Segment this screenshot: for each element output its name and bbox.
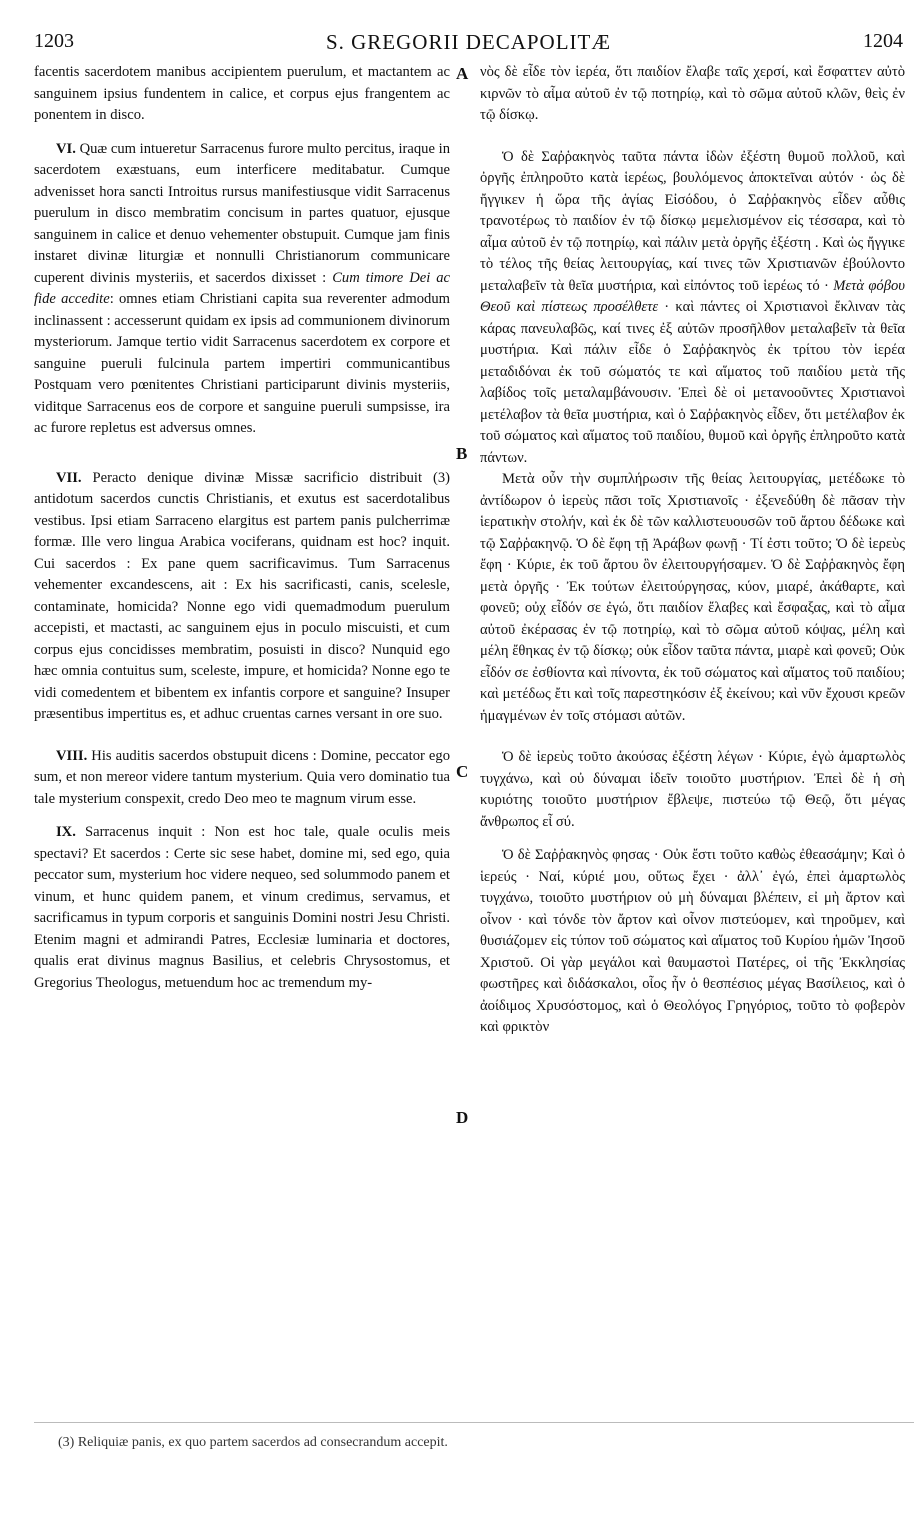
section-text-continued: : omnes etiam Christiani capita sua reverenter admodum inclinassent : accesserunt quidam ex ipsis ad communionem divinorum mysteriorum. Jamque tertio vidit Sarracenus sacerdotem ex corpore et sanguine pueruli fulcinula partem impertiri communicantibus Postquam vero pœnitentes Christiani participarunt divinis mysteriis, viditque Sarracenus eos de corpore et sanguine pueruli sumpsisse, ira ac furore repletus est adversus omnes.	[34, 291, 450, 436]
paragraph-text: Ὁ δὲ Σαῤῥακηνὸς ταῦτα πάντα ἰδὼν ἐξέστη θυμοῦ πολλοῦ, καὶ ὀργῆς ἐπληροῦτο κατὰ ἱερέως, βουλόμενος ἀποκτεῖναι αὐτόν · ὡς δὲ ἤγγικεν ἡ ὥρα τῆς ἁγίας Εἰσόδου, ὁ Σαῤῥακηνὸς εἶδεν αὖθις τρανοτέρως τὸ παιδίον ἐν τῷ δίσκῳ μεμελισμένον εἰς τέσσαρα, καὶ τὸ αἷμα αὐτοῦ ἐν τῷ ποτηρίῳ, καὶ πάλιν μετὰ ὀργῆς ἐξέστη . Καὶ ὡς ἤγγικε τὸ τέλος τῆς θείας λειτουργίας, καί τινες τῶν Χριστιανῶν ἐβούλοντο μεταλαβεῖν τὰ θεῖα μυστήρια, καὶ εἰπόντος τοῦ ἱερέως τό ·	[480, 148, 905, 294]
right-page-number: 1204	[863, 30, 903, 52]
page-header	[34, 30, 903, 60]
section-text: His auditis sacerdos obstupuit dicens : Domine, peccator ego sum, et non mereor videre tantum mysterium. Quia vero dominatio tua tale mysterium conspexit, credo Deo meo te magnum virum esse.	[34, 747, 450, 807]
section-number: VIII.	[56, 747, 88, 764]
latin-section-6	[34, 139, 450, 440]
greek-paragraph-5: Ὁ δὲ Σαῤῥακηνὸς φησας · Οὐκ ἔστι τοῦτο καθὼς ἐθεασάμην; Καὶ ὁ ἱερεύς · Ναί, κύριέ μου, οὕτως ἔχει · ἀλλ᾽ ἐγώ, ἐπεὶ ἁμαρτωλὸς τυγχάνω, τοιοῦτο μυστήριον οὐ μὴ δύναμαι βλέπειν, εἰ μὴ ἄρτον καὶ οἶνον · καὶ τόνδε τὸν ἄρτον καὶ οἶνον πιστεύομεν, καὶ τηροῦμεν, καὶ θυσιάζομεν εἰς τύπον τοῦ σώματος καὶ αἵματος τοῦ Κυρίου ἡμῶν Ἰησοῦ Χριστοῦ. Οἱ γὰρ μεγάλοι καὶ θαυμαστοὶ Πατέρες, οἱ τῆς Ἐκκλησίας φωστῆρες καὶ διδάσκαλοι, οἷος ἦν ὁ θεσπέσιος μέγας Βασίλειος, καὶ ὁ ἀοίδιμος Χρυσόστομος, καὶ ὁ Θεολόγος Γρηγόριος, τοῦτο τὸ φοβερὸν καὶ φρικτὸν	[480, 847, 905, 1035]
column-marker-d: D	[456, 1108, 469, 1127]
section-number: IX.	[56, 824, 76, 840]
greek-paragraph-2	[480, 147, 905, 470]
section-text: Sarracenus inquit : Non est hoc tale, quale oculis meis spectavi? Et sacerdos : Certe sic sese habet, domine mi, sed ego, quia peccator sum, mysterium hoc videre nequeo, sed solummodo panem et vinum, et hunc quidem panem, et vinum credimus, servamus, et sacrificamus in typum corporis et sanguinis Domini nostri Jesu Christi. Etenim magni et admirandi Patres, Ecclesiæ luminaria et doctores, qualis erat divinus magnus Basilius, et celebris Chrysostomus, et Gregorius Theologus, metuendum hoc ac tremendum my-	[34, 824, 450, 991]
running-title: S. GREGORII DECAPOLITÆ	[325, 30, 612, 54]
left-page-number: 1203	[34, 30, 74, 52]
column-marker-c: C	[456, 762, 469, 781]
latin-section-8	[34, 746, 450, 811]
footnote: (3) Reliquiæ panis, ex quo partem sacerdos ad consecrandum accepit.	[58, 1435, 448, 1450]
greek-paragraph-3: Μετὰ οὖν τὴν συμπλήρωσιν τῆς θείας λειτουργίας, μετέδωκε τὸ ἀντίδωρον ὁ ἱερεὺς πᾶσι τοῖς Χριστιανοῖς · ἐξενεδύθη δὲ πᾶσαν τὴν ἱερατικὴν στολήν, καὶ ἐκ δὲ τῶν καλλιστευουσῶν τοῦ ἄρτου δέδωκε καὶ τῷ Σαῤῥακηνῷ. Ὁ δὲ ἔφη τῇ Ἀράβων φωνῇ · Τί ἐστι τοῦτο; Ὁ δὲ ἱερεὺς ἔφη · Κύριε, ἐκ τοῦ ἄρτου ὃν ἐλειτουργήσαμεν. Ὁ δὲ Σαῤῥακηνὸς ἔφη μετὰ ὀργῆς · Ἐκ τούτων ἐλειτούργησας, κύον, μιαρέ, ἀκάθαρτε, καὶ φονεῦ; οὐχ εἶδόν σε ἐγώ, ὅτι παιδίον ἔλαβες καὶ ἔσφαξας, καὶ τὸ αἷμα αὐτοῦ ἐκέρασας ἐν τῷ ποτηρίῳ, καὶ τὸ σῶμα αὐτοῦ κόψας, μέλη καὶ μέλη ἔθηκας ἐν τῷ δίσκῳ; οὐκ εἶδον ταῦτα πάντα, μιαρὲ καὶ φονεῦ; Οὐκ εἶδόν σε ἐσθίοντα καὶ πίνοντα, ἐκ τοῦ σώματος καὶ αἵματος τοῦ παιδίου; καὶ μετέδως ἔτι καὶ τοῖς παρεστηκόσιν ἐξ ἐκείνου; καὶ νῦν ἔχουσι κρεῶν ἡμαγμένων ἐν τοῖς στόμασι αὐτῶν.	[480, 471, 905, 724]
liturgical-quote: Cum timore Dei ac fide accedite	[34, 269, 450, 307]
footnote-divider	[34, 1422, 914, 1423]
liturgical-quote: Μετὰ φόβου Θεοῦ καὶ πίστεως προσέλθετε	[480, 277, 905, 315]
section-number: VII.	[56, 469, 82, 486]
latin-section-9	[34, 822, 450, 994]
section-text: Peracto denique divinæ Missæ sacrificio distribuit (3) antidotum sacerdos cunctis Christianis, et exutus est sacerdotalibus vestibus. Ipsi etiam Sarraceno elargitus est partem panis pulcherrimæ formæ. Ille vero lingua Arabica vociferans, quidnam est hoc? inquit. Cui sacerdos : Ex pane quem sacrificavimus. Tum Sarracenus vehementer excandescens, ait : Ex his sacrificasti, canis, scelesle, contaminate, homicida? Nonne ego vidi quemadmodum puerulum accepisti, et mactasti, ac sanguinem ejus in poculo miscuisti, et cum corpus ejus concidisses membratim, posuisti in disco? Nunquid ego hæc omnia contuitus sum, sceleste, impure, et homicida? Nonne ego te vidi comedentem et bibentem ex infantis corpore et sanguine? Insuper præsentibus impertitus es, et adhuc cruentas carnes versant in ore suo.	[34, 469, 450, 722]
section-number: VI.	[56, 140, 76, 157]
latin-paragraph-1: facentis sacerdotem manibus accipientem puerulum, et mactantem ac sanguinem ipsius fundentem in calice, et corpus ejus frangentem ac ponentem in disco.	[34, 64, 450, 123]
latin-section-7	[34, 468, 450, 726]
greek-paragraph-1: νὸς δὲ εἶδε τὸν ἱερέα, ὅτι παιδίον ἔλαβε ταῖς χερσί, καὶ ἔσφαττεν αὐτὸ κιρνῶν τὸ αἷμα αὐτοῦ ἐν τῷ ποτηρίῳ, καὶ τὸ σῶμα αὐτοῦ κλῶν, θεὶς ἐν τῷ δίσκῳ.	[480, 64, 905, 123]
greek-column	[480, 62, 905, 1039]
column-marker-b: B	[456, 444, 468, 463]
paragraph-text-continued: · καὶ πάντες οἱ Χριστιανοὶ ἔκλιναν τὰς κάρας πανευλαβῶς, καί τινες ἐξ αὐτῶν προσῆλθον μεταλαβεῖν τὰ θεῖα μυστήρια. Καὶ πάλιν εἶδε ὁ Σαῤῥακηνὸς ἐκ τρίτου τὸν ἱερέα μεταδιδόναι ἐκ τοῦ σώματός τε καὶ αἵματος τοῦ παιδίου μετὰ τῆς λαβίδος τοῖς μεταλαμβάνουσιν. Ἐπεὶ δὲ οἱ μετανοοῦντες Χριστιανοὶ μετέλαβον τὰ θεῖα μυστήρια, καὶ ὁ Σαῤῥακηνὸς εἶδεν, ὅτι μετέλαβον ἐκ τοῦ σώματος καὶ αἵματος τοῦ παιδίου, θυμοῦ καὶ ὀργῆς ἐπληροῦτο κατὰ πάντων.	[480, 299, 905, 466]
section-text: Quæ cum intueretur Sarracenus furore multo percitus, iraque in sacerdotem exæstuans, eum interficere meditabatur. Cumque advenisset hora sancti Introitus rursus manifestiusque vidit Sarracenus puerulum in disco membratim concisum in partes quatuor, ejusque sanguinem in calice et denuo vehementer obstupuit. Cumque jam finis instaret divinæ liturgiæ et nonnulli Christianorum communicare cuperent divinis mysteriis, et sacerdos dixisset :	[34, 140, 450, 286]
column-marker-a: A	[456, 64, 469, 83]
greek-paragraph-4: Ὁ δὲ ἱερεὺς τοῦτο ἀκούσας ἐξέστη λέγων · Κύριε, ἐγὼ ἁμαρτωλὸς τυγχάνω, καὶ οὐ δύναμαι ἰδεῖν τοιοῦτο μυστήριον. Ἐπεὶ δὲ ἡ σὴ κυριότης τοιοῦτο μυστήριον ἔβλεψε, πιστεύω τῷ Θεῷ, ὅτι μέγας ἄνθρωπος εἶ σύ.	[480, 749, 905, 830]
latin-column	[34, 62, 450, 994]
